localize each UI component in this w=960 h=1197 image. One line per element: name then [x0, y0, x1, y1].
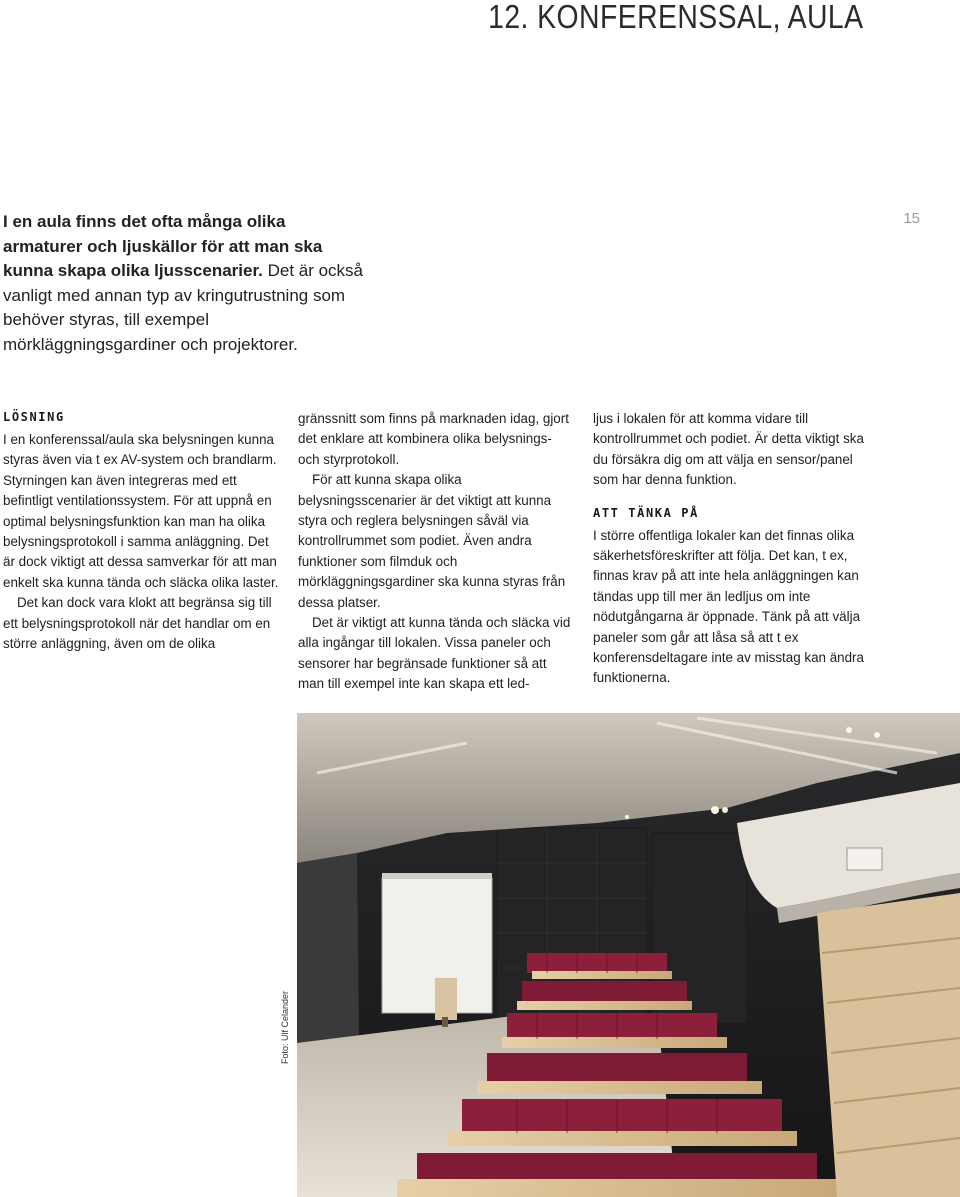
column-losning [3, 407, 279, 654]
losning-paragraph-2: Det kan dock vara klokt att begränsa sig till ett belysningsprotokoll när det handlar om en större anläggning, även om de olika [3, 595, 272, 652]
att-tanka-pa-heading: ATT TÄNKA PÅ [593, 505, 699, 520]
header-band [0, 0, 960, 38]
auditorium-photo [297, 713, 960, 1197]
photo-credit: Foto: Ulf Celander [280, 990, 290, 1064]
page-number: 15 [903, 210, 920, 227]
column2-paragraph-2: För att kunna skapa olika belysningsscenarier är det viktigt att kunna styra och reglera belysningen såväl via kontrollrummet som podiet. Även andra funktioner som filmduk och mörkläggningsgardiner ska kunna styras från dessa platser. [298, 472, 566, 610]
column2-paragraph-1: gränssnitt som finns på marknaden idag, gjort det enklare att kombinera olika belysnings- och styrprotokoll. [298, 411, 569, 467]
auditorium-illustration [297, 713, 960, 1197]
intro-text: Det är också vanligt med annan typ av kringutrustning som behöver styras, till exempel mörkläggningsgardiner och projektorer. [3, 261, 364, 354]
losning-heading: LÖSNING [3, 410, 65, 424]
intro-paragraph [3, 210, 363, 358]
column-3 [593, 409, 869, 689]
intro-bold-text: I en aula finns det ofta många olika armaturer och ljuskällor för att man ska kunna skapa olika ljusscenarier. [3, 212, 323, 281]
column-2 [298, 409, 574, 695]
losning-paragraph-1: I en konferenssal/aula ska belysningen kunna styras även via t ex AV-system och brandlarm. Styrningen kan även integreras med ett befintligt ventilationssystem. För att uppnå en optimal belysningsfunktion kan man ha olika belysningsprotokoll i samma anläggning. Det är dock viktigt att dessa samverkar för att man enkelt ska kunna tända och släcka olika laster. [3, 432, 279, 590]
column3-paragraph-1: ljus i lokalen för att komma vidare till kontrollrummet och podiet. Är detta viktigt ska du försäkra dig om att välja en sensor/panel som har denna funktion. [593, 411, 864, 488]
column2-paragraph-3: Det är viktigt att kunna tända och släcka vid alla ingångar till lokalen. Vissa paneler och sensorer har begränsade funktioner så att man till exempel inte kan skapa ett led- [298, 615, 571, 692]
page-title: 12. KONFERENSSAL, AULA [488, 0, 864, 35]
column3-paragraph-2: I större offentliga lokaler kan det finnas olika säkerhetsföreskrifter att följa. Det kan, t ex, finnas krav på att inte hela anläggningen kan tändas upp till mer än ledljus om inte nödutgångarna är öppnade. Tänk på att välja paneler som går att låsa så att t ex konferensdeltagare inte av misstag kan ändra funktionerna. [593, 527, 864, 686]
